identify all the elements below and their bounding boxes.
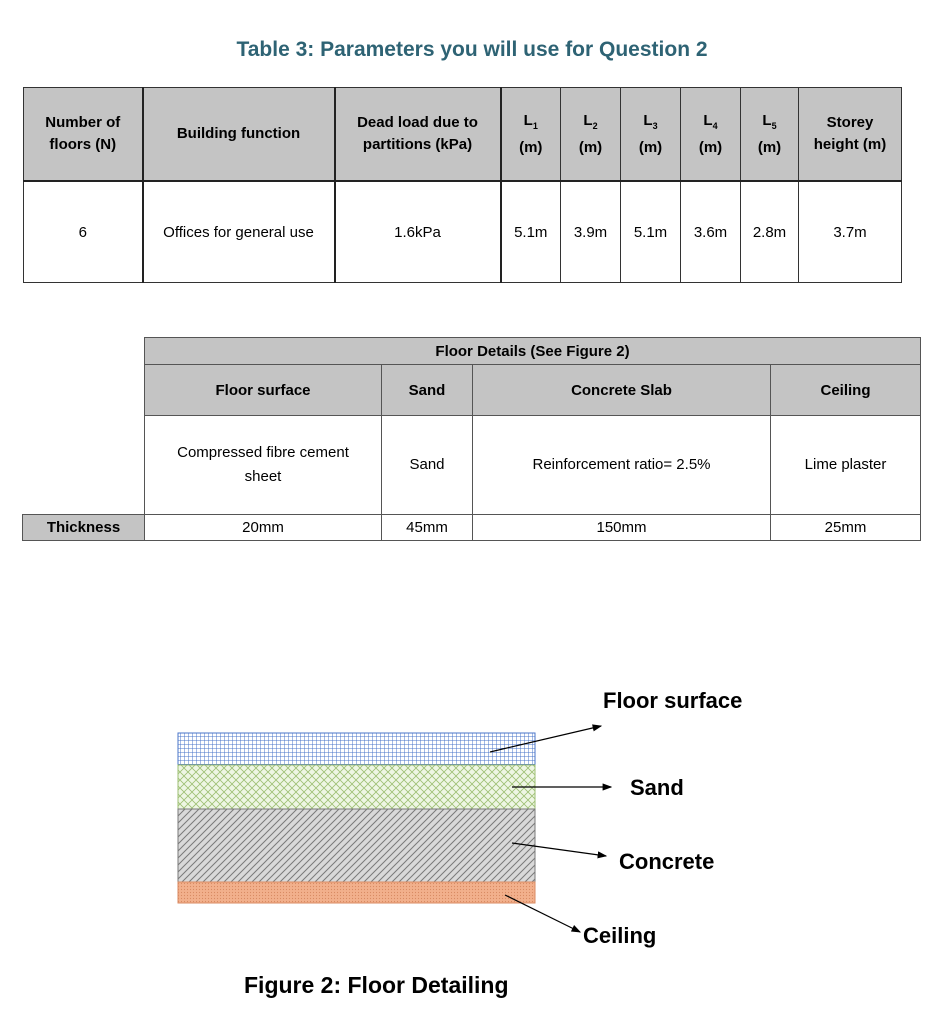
figure-caption: Figure 2: Floor Detailing — [244, 972, 509, 998]
thickness-concrete: 150mm — [473, 515, 771, 541]
concrete-arrow — [512, 843, 606, 856]
header-l1: $L_1$ (m) — [501, 88, 561, 182]
table-row — [24, 181, 902, 283]
cell-l5: 2.8m — [741, 181, 799, 283]
thickness-sand: 45mm — [382, 515, 473, 541]
cell-l3: 5.1m — [621, 181, 681, 283]
material-ceiling: Lime plaster — [771, 416, 921, 515]
header-concrete-slab: Concrete Slab — [473, 365, 771, 416]
header-building-function: Building function — [143, 88, 335, 182]
header-l3: $L_3$ (m) — [621, 88, 681, 182]
cell-storey-height: 3.7m — [799, 181, 902, 283]
parameters-table — [23, 87, 902, 283]
floor-surface-layer — [178, 733, 535, 765]
material-floor-surface: Compressed fibre cement sheet — [145, 416, 382, 515]
cell-floors: 6 — [24, 181, 143, 283]
cell-l4: 3.6m — [681, 181, 741, 283]
floor-details-table — [22, 337, 921, 541]
material-concrete: Reinforcement ratio= 2.5% — [473, 416, 771, 515]
thickness-ceiling: 25mm — [771, 515, 921, 541]
page-title: Table 3: Parameters you will use for Question 2 — [236, 38, 708, 61]
cell-building-function: Offices for general use — [143, 181, 335, 283]
cell-l2: 3.9m — [561, 181, 621, 283]
floor-surface-arrow — [490, 726, 601, 752]
thickness-floor-surface: 20mm — [145, 515, 382, 541]
floor-details-caption: Floor Details (See Figure 2) — [145, 338, 921, 365]
sand-layer — [178, 765, 535, 809]
thickness-label: Thickness — [23, 515, 145, 541]
header-storey-height: Storey height (m) — [799, 88, 902, 182]
ceiling-arrow — [505, 895, 580, 932]
header-floor-surface: Floor surface — [145, 365, 382, 416]
label-concrete: Concrete — [619, 849, 715, 874]
concrete-layer — [178, 809, 535, 882]
header-l5: $L_5$ (m) — [741, 88, 799, 182]
ceiling-layer — [178, 882, 535, 903]
material-sand: Sand — [382, 416, 473, 515]
header-dead-load: Dead load due to partitions (kPa) — [335, 88, 501, 182]
cell-dead-load: 1.6kPa — [335, 181, 501, 283]
header-sand: Sand — [382, 365, 473, 416]
header-l2: $L_2$ (m) — [561, 88, 621, 182]
header-ceiling: Ceiling — [771, 365, 921, 416]
cell-l1: 5.1m — [501, 181, 561, 283]
label-sand: Sand — [630, 775, 684, 800]
header-floors: Number of floors (N) — [24, 88, 143, 182]
header-l4: $L_4$ (m) — [681, 88, 741, 182]
label-floor-surface: Floor surface — [603, 688, 743, 713]
label-ceiling: Ceiling — [583, 923, 657, 948]
